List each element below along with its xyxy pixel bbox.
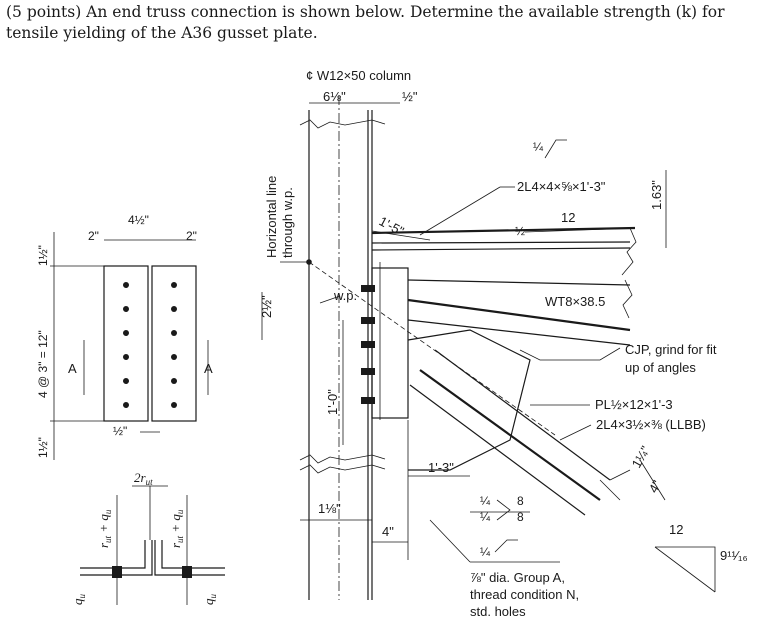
dim-4-bottom: 4" bbox=[382, 524, 394, 539]
weld-8b: 8 bbox=[517, 510, 524, 524]
dim-1-half-top: 1½" bbox=[36, 245, 50, 266]
wt-label: WT8×38.5 bbox=[545, 294, 606, 309]
work-point-label: w.p. bbox=[334, 288, 358, 303]
gusset-plate bbox=[408, 330, 530, 470]
column-centerline-label: ¢ W12×50 column bbox=[306, 68, 412, 83]
plate-label: PL½×12×1'-3 bbox=[595, 397, 673, 412]
horizontal-line-label-2: through w.p. bbox=[280, 187, 295, 258]
section-a-left: A bbox=[68, 361, 77, 376]
bolt-note-3: std. holes bbox=[470, 604, 526, 619]
dim-1-0: 1'-0" bbox=[325, 389, 340, 415]
dim-1-3: 1'-3" bbox=[428, 460, 454, 475]
weld-q2: ¼ bbox=[480, 510, 491, 524]
dim-4-diagonal: 4" bbox=[645, 477, 665, 496]
diagonal-label: 2L4×3½×⅜ (LLBB) bbox=[596, 417, 706, 432]
dim-1-half-bot: 1½" bbox=[36, 437, 50, 458]
weld-q3: ¼ bbox=[480, 545, 491, 559]
bolt-pattern-detail bbox=[104, 266, 196, 421]
slope-12-right: 12 bbox=[669, 522, 684, 537]
question-line-1: (5 points) An end truss connection is shown below. Determine the available strength (k) for bbox=[6, 3, 725, 21]
wt-section bbox=[408, 280, 632, 345]
dim-4at3: 4 @ 3" = 12" bbox=[36, 330, 50, 398]
dim-1-1-4: 1¼" bbox=[628, 443, 653, 471]
weld-q1: ¼ bbox=[480, 494, 491, 508]
dim-1-63: 1.63" bbox=[649, 180, 664, 210]
slope-9: 9¹¹⁄₁₆ bbox=[720, 548, 748, 563]
cjp-label-1: CJP, grind for fit bbox=[625, 342, 717, 357]
question-line-2: tensile yielding of the A36 gusset plate. bbox=[6, 24, 318, 42]
top-chord-label: 2L4×4×⅝×1'-3" bbox=[517, 179, 606, 194]
slope-half: ½ bbox=[515, 224, 526, 238]
section-a-right: A bbox=[204, 361, 213, 376]
dim-1-1-8: 1⅛" bbox=[318, 501, 341, 516]
two-r-ut-label: $2r_{ut}$ bbox=[134, 470, 153, 487]
r-ut-qu-left: $r_{ut} + q_u$ bbox=[96, 509, 113, 548]
horizontal-line-note bbox=[264, 176, 295, 258]
weld-8a: 8 bbox=[517, 494, 524, 508]
dim-6-1-8: 6⅛" bbox=[323, 89, 346, 104]
r-ut-qu-right: $r_{ut} + q_u$ bbox=[168, 509, 185, 548]
qu-right: $q_u$ bbox=[201, 594, 218, 605]
dim-half-top: ½" bbox=[402, 89, 418, 104]
horizontal-line-label-1: Horizontal line bbox=[264, 175, 279, 258]
dim-2-1-2: 2½" bbox=[259, 295, 274, 318]
cjp-label-2: up of angles bbox=[625, 360, 696, 375]
top-chord bbox=[372, 228, 636, 275]
bolt-note-1: ⅞" dia. Group A, bbox=[470, 570, 565, 585]
dim-2-right: 2" bbox=[186, 229, 197, 243]
angle-section bbox=[80, 495, 225, 605]
diagonal-member bbox=[410, 350, 630, 515]
dim-2-left: 2" bbox=[88, 229, 99, 243]
qu-left: $q_u$ bbox=[70, 594, 87, 605]
weld-quarter-top: ¼ bbox=[533, 140, 544, 154]
dim-half-bottom: ½" bbox=[113, 424, 128, 438]
bolt-note-2: thread condition N, bbox=[470, 587, 580, 602]
slope-12-top: 12 bbox=[561, 210, 576, 225]
slope-triangle bbox=[655, 547, 715, 592]
dim-4-1-2: 4½" bbox=[128, 213, 149, 227]
dim-1-5: 1'-5" bbox=[376, 213, 407, 239]
